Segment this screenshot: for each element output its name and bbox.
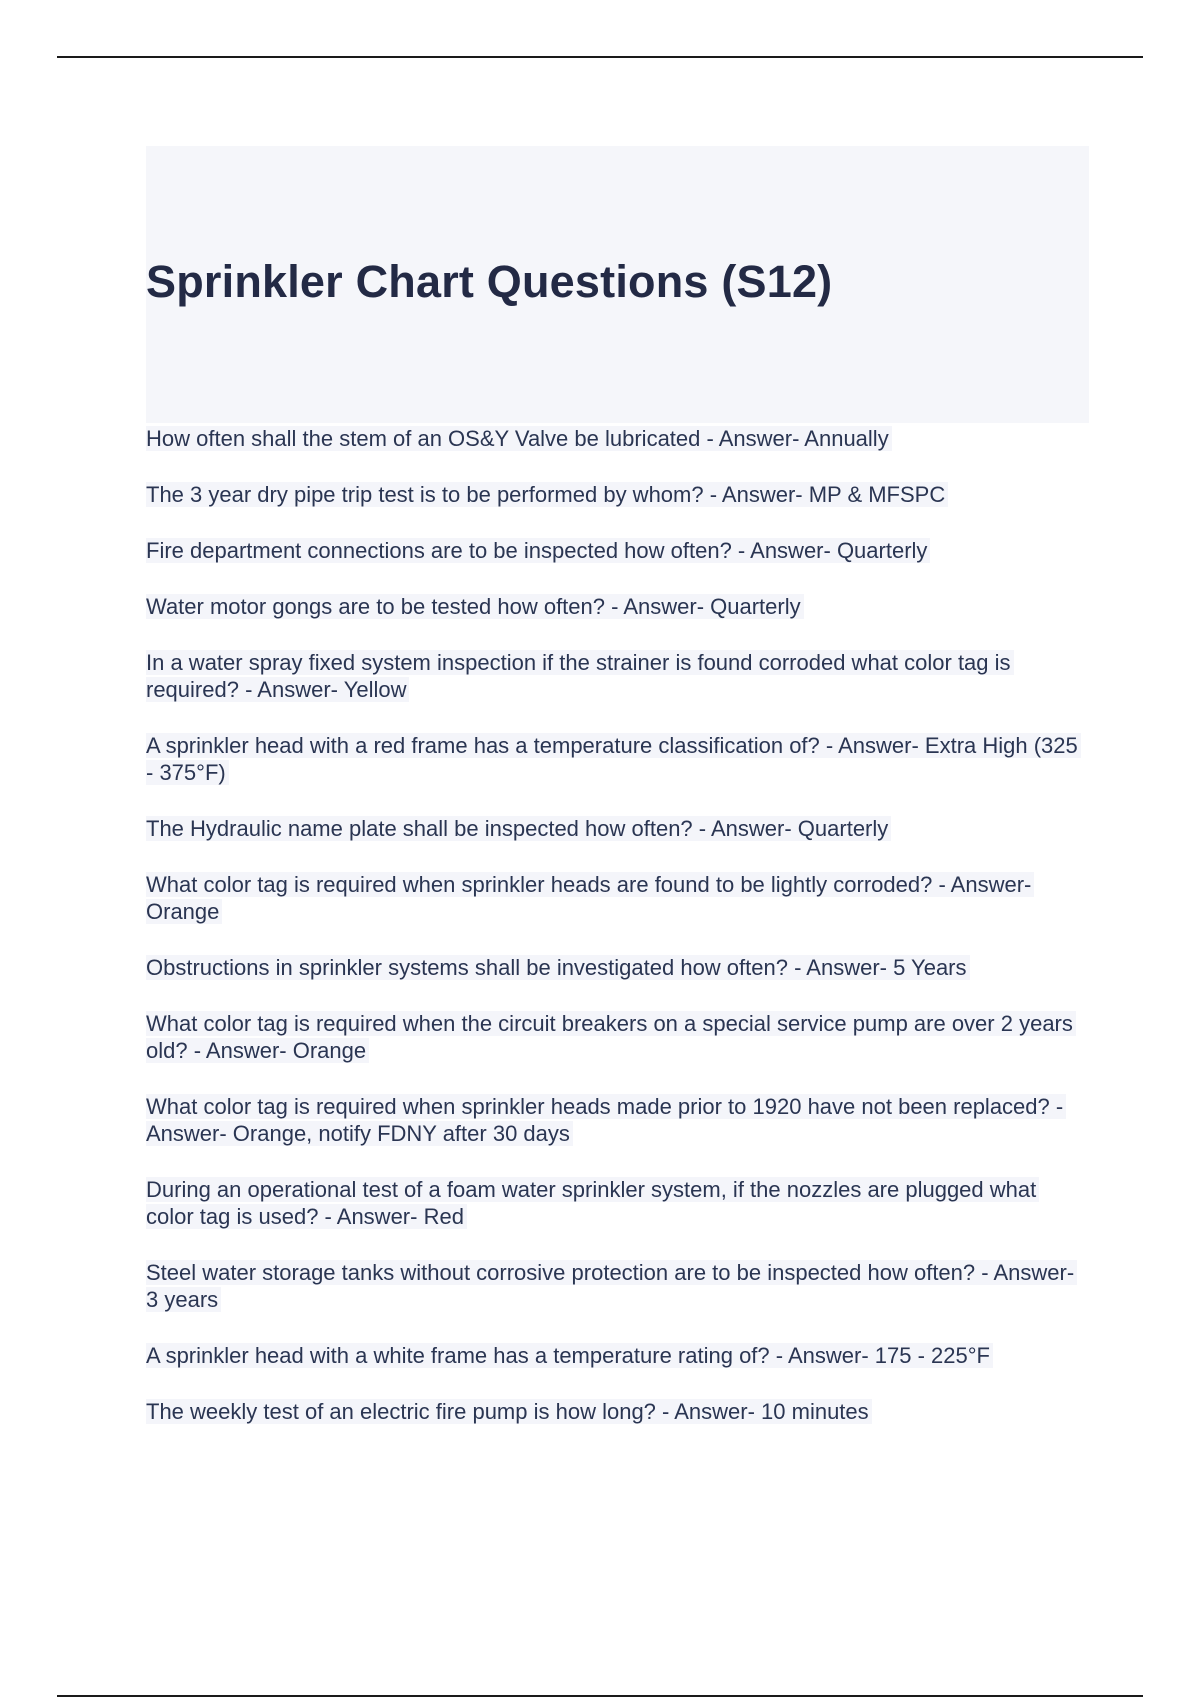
question-text: Water motor gongs are to be tested how often? - Answer- Quarterly (146, 594, 804, 619)
bottom-divider (57, 1695, 1143, 1697)
question-text: Obstructions in sprinkler systems shall be investigated how often? - Answer- 5 Years (146, 955, 970, 980)
question-text: Steel water storage tanks without corrosive protection are to be inspected how often? - Answer- 3 years (146, 1260, 1077, 1312)
question-text: During an operational test of a foam water sprinkler system, if the nozzles are plugged what color tag is used? - Answer- Red (146, 1177, 1039, 1229)
question-text: The weekly test of an electric fire pump is how long? - Answer- 10 minutes (146, 1399, 872, 1424)
question-text: Fire department connections are to be inspected how often? - Answer- Quarterly (146, 538, 930, 563)
question-text: What color tag is required when sprinkler heads are found to be lightly corroded? - Answer- Orange (146, 872, 1034, 924)
question-item (146, 1010, 1089, 1064)
question-item (146, 1398, 1089, 1425)
question-item (146, 481, 1089, 508)
title-banner (146, 146, 1089, 423)
question-text: The 3 year dry pipe trip test is to be performed by whom? - Answer- MP & MFSPC (146, 482, 948, 507)
question-item (146, 1093, 1089, 1147)
question-item (146, 425, 1089, 452)
page-title: Sprinkler Chart Questions (S12) (146, 256, 833, 307)
question-item (146, 732, 1089, 786)
question-text: What color tag is required when sprinkler heads made prior to 1920 have not been replaced? - Answer- Orange, notify FDNY after 30 days (146, 1094, 1066, 1146)
question-item (146, 1176, 1089, 1230)
question-text: What color tag is required when the circuit breakers on a special service pump are over 2 years old? - Answer- Orange (146, 1011, 1076, 1063)
question-item (146, 593, 1089, 620)
question-item (146, 954, 1089, 981)
question-item (146, 1342, 1089, 1369)
question-text: A sprinkler head with a white frame has a temperature rating of? - Answer- 175 - 225°F (146, 1343, 993, 1368)
question-item (146, 537, 1089, 564)
question-text: In a water spray fixed system inspection if the strainer is found corroded what color tag is required? - Answer- Yellow (146, 650, 1014, 702)
question-text: The Hydraulic name plate shall be inspected how often? - Answer- Quarterly (146, 816, 891, 841)
question-item (146, 1259, 1089, 1313)
question-list (146, 425, 1089, 1454)
top-divider (57, 56, 1143, 58)
question-text: How often shall the stem of an OS&Y Valve be lubricated - Answer- Annually (146, 426, 892, 451)
question-item (146, 649, 1089, 703)
question-text: A sprinkler head with a red frame has a temperature classification of? - Answer- Extra High (325 - 375°F) (146, 733, 1081, 785)
question-item (146, 871, 1089, 925)
question-item (146, 815, 1089, 842)
